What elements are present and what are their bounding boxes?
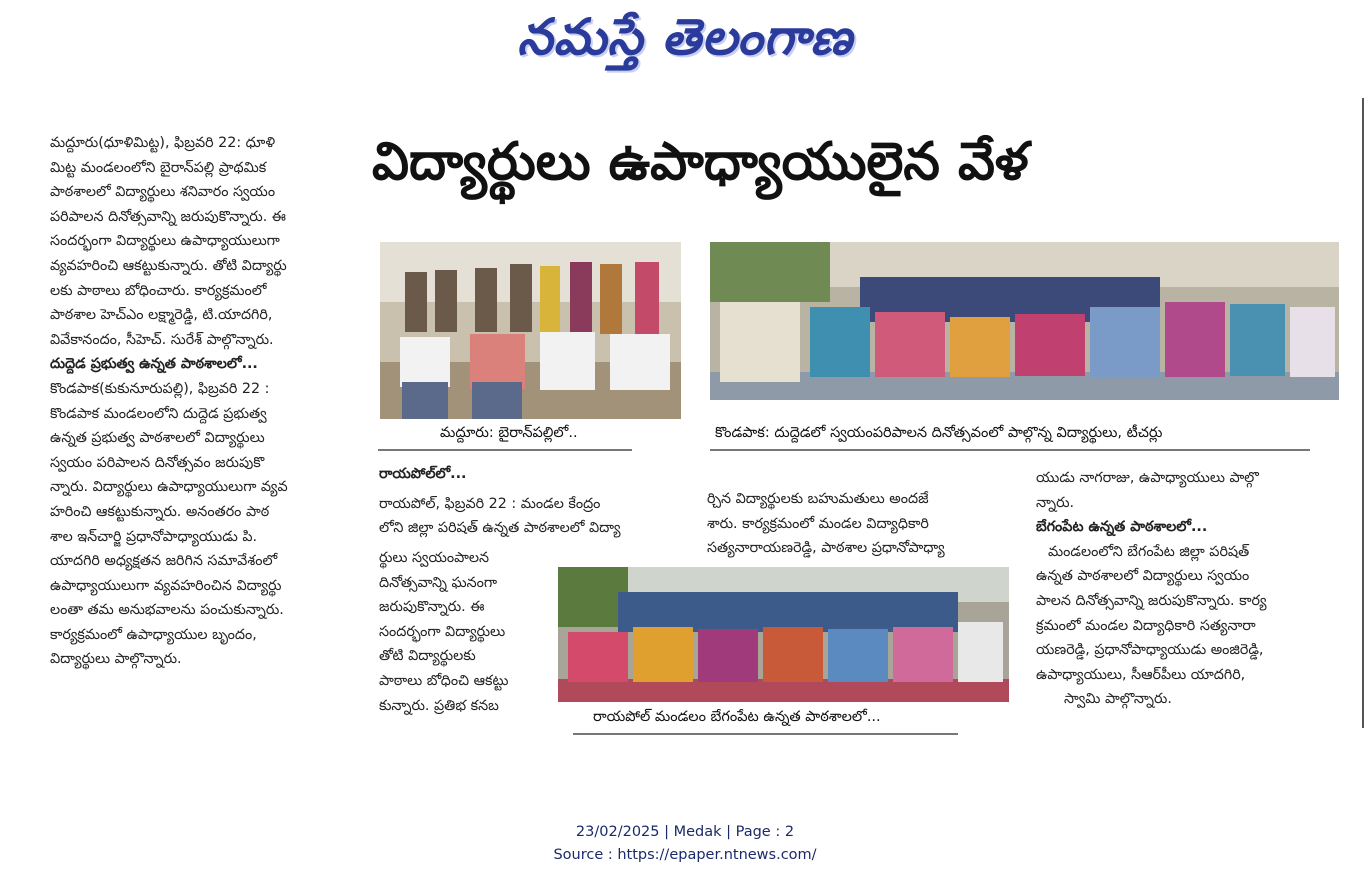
photo-caption-raipole: రాయపోల్ మండలం బేగంపేట ఉన్నత పాఠశాలలో... [593,709,881,734]
text-line: సత్యనారాయణరెడ్డి, పాఠశాల ప్రధానోపాధ్యా [707,540,945,557]
text-line: పాలన దినోత్సవాన్ని జరుపుకొన్నారు. కార్య [1036,592,1267,609]
masthead-logo: నమస్తే తెలంగాణ [517,8,853,66]
text-line: వివేకానందం, సీహెచ్. సురేశ్ పాల్గొన్నారు. [50,331,274,348]
subheading: రాయపోల్‌లో... [379,466,467,482]
text-line: కార్యక్రమంలో ఉపాధ్యాయుల బృందం, [50,626,257,643]
photo-maddur [380,242,681,419]
text-line: స్వామి పాల్గొన్నారు. [1064,691,1172,708]
text-line: లంతా తమ అనుభవాలను పంచుకున్నారు. [50,602,284,619]
photo-kondapaka [710,242,1339,400]
text-line: దినోత్సవాన్ని ఘనంగా [379,574,498,591]
footer-source: Source : https://epaper.ntnews.com/ [553,847,817,863]
text-line: సందర్భంగా విద్యార్థులు ఉపాధ్యాయులుగా [50,233,280,250]
text-line: తోటి విద్యార్థులకు [379,648,476,665]
article-column-2 [379,462,684,541]
text-line: ర్చిన విద్యార్థులకు బహుమతులు అందజే [707,491,929,507]
photo-caption-kondapaka: కొండపాక: దుద్దెడలో స్వయంపరిపాలన దినోత్సవంలో పాల్గొన్న విద్యార్థులు, టీచర్లు [715,425,1162,450]
text-line: పాఠశాల హెచ్‌ఎం లక్ష్మారెడ్డి, టి.యాదగిరి, [50,307,273,324]
text-line: న్నారు. విద్యార్థులు ఉపాధ్యాయులుగా వ్యవ [50,479,288,496]
text-line: యాదగిరి అధ్యక్షతన జరిగిన సమావేశంలో [50,553,278,570]
text-line: జరుపుకొన్నారు. ఈ [379,599,485,616]
text-line: శాల ఇన్‌చార్జి ప్రధానోపాధ్యాయుడు పి. [50,528,258,545]
column-divider [1362,98,1364,728]
text-line: ఉపాధ్యాయులుగా వ్యవహరించిన విద్యార్థు [50,577,282,594]
text-line: హరించి ఆకట్టుకున్నారు. అనంతరం పాఠ [50,503,270,520]
text-line: ర్థులు స్వయంపాలన [379,550,490,566]
text-line: పాఠశాలలో విద్యార్థులు శనివారం స్వయం [50,184,276,201]
text-line: క్రమంలో మండల విద్యాధికారి సత్యనారా [1036,617,1256,634]
text-line: స్వయం పరిపాలన దినోత్సవం జరుపుకొ [50,454,265,471]
text-line: ఉన్నత ప్రభుత్వ పాఠశాలలో విద్యార్థులు [50,430,265,447]
text-line: పాఠాలు బోధించి ఆకట్టు [379,672,509,689]
article-column-2-narrow [379,546,549,718]
text-line: మద్దూరు(ధూళిమిట్ట), ఫిబ్రవరి 22: ధూళి [50,135,276,151]
text-line: కొండపాక(కుకునూరుపల్లి), ఫిబ్రవరి 22 : [50,380,270,397]
text-line: ఉన్నత పాఠశాలలో విద్యార్థులు స్వయం [1036,568,1250,585]
subheading: బేగంపేట ఉన్నత పాఠశాలలో... [1036,519,1208,536]
text-line: యణరెడ్డి, ప్రధానోపాధ్యాయుడు అంజిరెడ్డి, [1036,642,1264,659]
subheading: దుద్దెడ ప్రభుత్వ ఉన్నత పాఠశాలలో... [50,356,258,373]
text-line: కున్నారు. ప్రతిభ కనబ [379,697,499,714]
article-column-3 [707,487,1012,561]
text-line: వ్యవహరించి ఆకట్టుకున్నారు. తోటి విద్యార్థు [50,257,287,274]
text-line: మండలంలోని బేగంపేట జిల్లా పరిషత్ [1048,543,1250,560]
footer-dateline: 23/02/2025 | Medak | Page : 2 [575,824,795,840]
text-line: యుడు నాగరాజు, ఉపాధ్యాయులు పాల్గొ [1036,470,1259,486]
article-column-1 [50,131,355,672]
text-line: శారు. కార్యక్రమంలో మండల విద్యాధికారి [707,515,929,532]
text-line: విద్యార్థులు పాల్గొన్నారు. [50,651,182,668]
text-line: సందర్భంగా విద్యార్థులు [379,623,506,640]
text-line: లోని జిల్లా పరిషత్ ఉన్నత పాఠశాలలో విద్యా [379,520,621,537]
text-line: రాయపోల్, ఫిబ్రవరి 22 : మండల కేంద్రం [379,495,601,512]
caption-rule [378,449,632,451]
text-line: లకు పాఠాలు బోధించారు. కార్యక్రమంలో [50,282,267,299]
photo-raipole [558,567,1009,702]
article-column-4 [1036,466,1356,712]
headline: విద్యార్థులు ఉపాధ్యాయులైన వేళ [372,132,1029,192]
text-line: పరిపాలన దినోత్సవాన్ని జరుపుకొన్నారు. ఈ [50,208,286,225]
text-line: మిట్ట మండలంలోని బైరాన్‌పల్లి ప్రాథమిక [50,159,267,176]
photo-caption-maddur: మద్దూరు: బైరాన్‌పల్లిలో.. [440,425,578,450]
text-line: ఉపాధ్యాయులు, సీఆర్‌పీలు యాదగిరి, [1036,666,1246,683]
text-line: కొండపాక మండలంలోని దుద్దెడ ప్రభుత్వ [50,405,267,422]
caption-rule [573,733,958,735]
caption-rule [710,449,1310,451]
text-line: న్నారు. [1036,494,1075,511]
